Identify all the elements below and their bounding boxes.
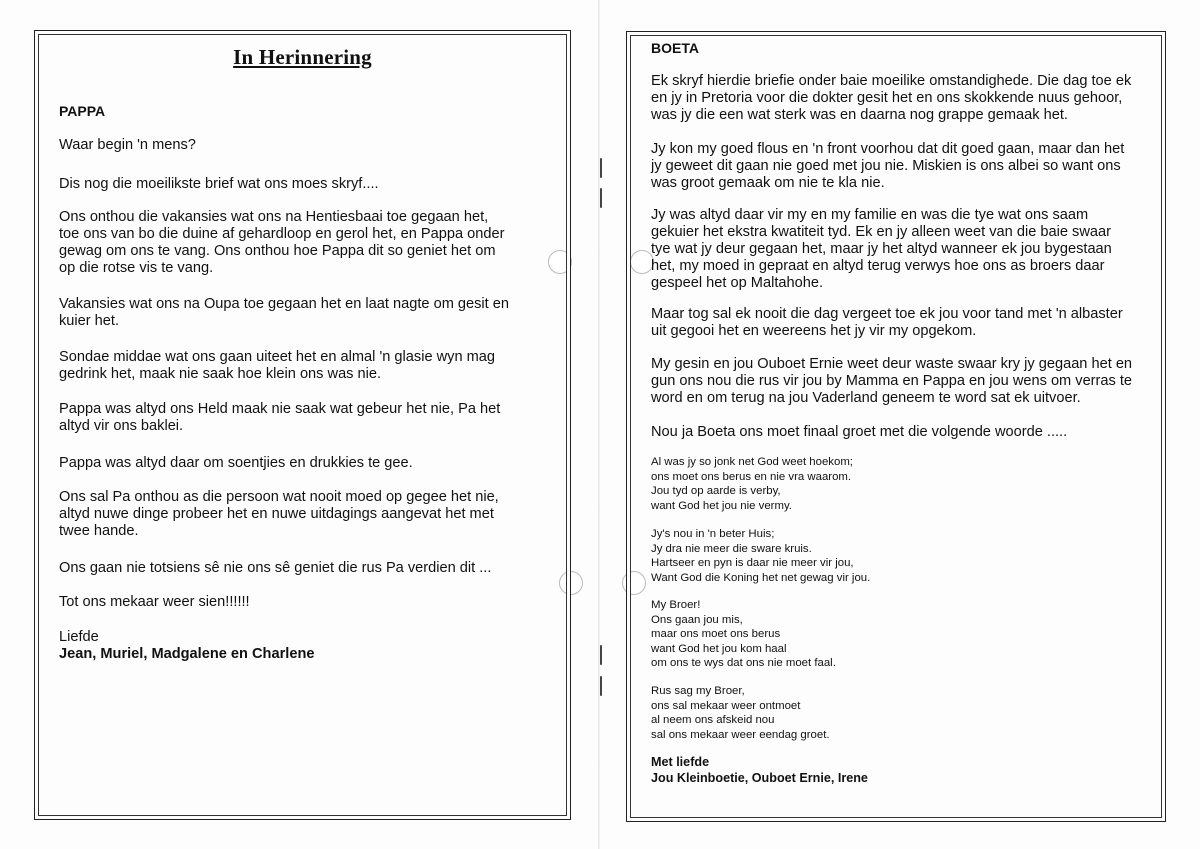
poem-stanza: Rus sag my Broer, ons sal mekaar weer ontmoet al neem ons afskeid nou sal ons mekaar weer eendag groet. <box>651 685 830 741</box>
page-fold <box>598 0 600 849</box>
poem-stanza: Al was jy so jonk net God weet hoekom; ons moet ons berus en nie vra waarom. Jou tyd op aarde is verby, want God het jou nie vermy. <box>651 456 853 512</box>
paragraph: Pappa was altyd daar om soentjies en drukkies te gee. <box>59 455 413 471</box>
section-heading: PAPPA <box>59 103 106 119</box>
paragraph: Ek skryf hierdie briefie onder baie moeilike omstandighede. Die dag toe ek en jy in Pretoria voor die dokter gesit het en ons skokkende nuus gehoor, was jy die een wat sterk was en daarna nog grappe gemaak het. <box>651 73 1132 123</box>
left-page <box>34 30 571 820</box>
section-heading: BOETA <box>651 40 699 56</box>
paragraph: Nou ja Boeta ons moet finaal groet met die volgende woorde ..... <box>651 424 1068 440</box>
poem-stanza: My Broer! Ons gaan jou mis, maar ons moet ons berus want God het jou kom haal om ons te wys dat ons nie moet faal. <box>651 599 836 670</box>
binding-mark <box>600 188 602 208</box>
closing: Liefde <box>59 629 99 645</box>
signature: Jou Kleinboetie, Ouboet Ernie, Irene <box>651 771 868 785</box>
binding-mark <box>600 158 602 178</box>
paragraph: Vakansies wat ons na Oupa toe gegaan het en laat nagte om gesit en kuier het. <box>59 296 510 329</box>
poem-stanza: Jy's nou in 'n beter Huis; Jy dra nie meer die sware kruis. Hartseer en pyn is daar nie meer vir jou, Want God die Koning het net gewag vir jou. <box>651 528 871 584</box>
binding-mark <box>600 676 602 696</box>
paragraph: Sondae middae wat ons gaan uiteet het en almal 'n glasie wyn mag gedrink het, maak nie saak hoe klein ons was nie. <box>59 349 496 382</box>
paragraph: Jy was altyd daar vir my en my familie en was die tye wat ons saam gekuier het ekstra kwatiteit tyd. Ek en jy alleen weet van die baie swaar tye wat jy deur gegaan het, maar jy het altyd wanneer ek jou bygestaan het, my moed in gepraat en altyd terug verwys hoe ons as broers daar gespeel het op Maltahohe. <box>651 207 1112 291</box>
paragraph: Maar tog sal ek nooit die dag vergeet toe ek jou voor tand met 'n albaster uit gegooi het en weereens het jy vir my opgekom. <box>651 306 1123 339</box>
paragraph: Waar begin 'n mens? <box>59 137 196 153</box>
paragraph: Ons sal Pa onthou as die persoon wat nooit moed op gegee het nie, altyd nuwe dinge probeer het en nuwe uitdagings aangevat het met twee hande. <box>59 489 499 539</box>
paragraph: Pappa was altyd ons Held maak nie saak wat gebeur het nie, Pa het altyd vir ons baklei. <box>59 401 501 434</box>
paragraph: Jy kon my goed flous en 'n front voorhou dat dit goed gaan, maar dan het jy geweet dit gaan nie goed met jou nie. Miskien is ons albei so want ons was groot gemaak om nie te kla nie. <box>651 141 1125 191</box>
right-page <box>626 31 1166 822</box>
paragraph: Ons onthou die vakansies wat ons na Hentiesbaai toe gegaan het, toe ons van bo die duine af gehardloop en gerol het, en Pappa onder gewag om ons te vang. Ons onthou hoe Pappa dit so geniet het om op die rotse vis te vang. <box>59 209 505 276</box>
page-title: In Herinnering <box>233 45 372 69</box>
paragraph: Ons gaan nie totsiens sê nie ons sê geniet die rus Pa verdien dit ... <box>59 560 492 576</box>
paragraph: My gesin en jou Ouboet Ernie weet deur waste swaar kry jy gegaan het en gun ons nou die rus vir jou by Mamma en Pappa en jou wens om verras te word en om terug na jou Vaderland geneem te word sat ek uitvoer. <box>651 356 1133 406</box>
paragraph: Tot ons mekaar weer sien!!!!!! <box>59 594 250 610</box>
binding-mark <box>600 645 602 665</box>
closing: Met liefde <box>651 755 710 769</box>
signature: Jean, Muriel, Madgalene en Charlene <box>59 646 315 662</box>
paragraph: Dis nog die moeilikste brief wat ons moes skryf.... <box>59 176 379 192</box>
